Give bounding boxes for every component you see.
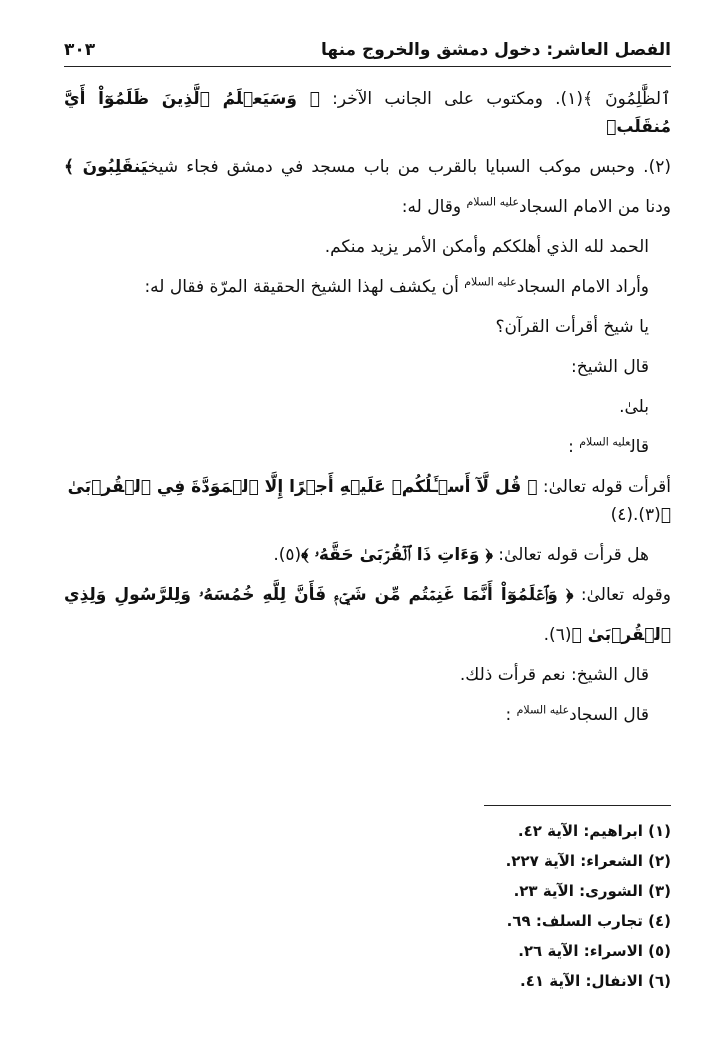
text-span: ٱلظَّٰلِمُونَ ﴾(١). ومكتوب على الجانب الآخر: bbox=[319, 89, 671, 109]
footnote: (٤) تجارب السلف: ٦٩. bbox=[506, 912, 671, 930]
text-span: : bbox=[568, 437, 580, 457]
running-header bbox=[64, 0, 671, 67]
text-line bbox=[64, 307, 671, 347]
footnote: (١) ابراهيم: الآية ٤٢. bbox=[517, 822, 671, 840]
text-span: (٦). bbox=[543, 625, 572, 645]
text-line bbox=[64, 227, 671, 267]
text-line bbox=[64, 267, 671, 307]
footnote: (٢) الشعراء: الآية ٢٢٧. bbox=[505, 852, 671, 870]
text-span: الحمد لله الذي أهلككم وأمكن الأمر يزيد منكم. bbox=[324, 237, 649, 257]
honorific: عليه السلام bbox=[464, 275, 517, 289]
text-span: قال الشيخ: نعم قرأت ذلك. bbox=[459, 665, 649, 685]
text-line bbox=[64, 79, 671, 147]
text-line bbox=[64, 427, 671, 467]
text-span: وقال له: bbox=[401, 197, 467, 217]
honorific: عليه السلام bbox=[579, 435, 631, 449]
text-line bbox=[64, 695, 671, 735]
footnote: (٣) الشورى: الآية ٢٣. bbox=[513, 882, 671, 900]
text-line bbox=[64, 147, 671, 187]
text-span: أن يكشف لهذا الشيخ الحقيقة المرّة فقال له: bbox=[144, 277, 465, 297]
footnote: (٥) الاسراء: الآية ٢٦. bbox=[518, 942, 671, 960]
text-line bbox=[64, 535, 671, 575]
quran-quote: ﴿ وَءَاتِ ذَا ٱلۡقُرۡبَىٰ حَقَّهُۥ ﴾ bbox=[301, 545, 493, 565]
text-span: وقوله تعالىٰ: bbox=[573, 585, 671, 605]
text-span: بلىٰ. bbox=[619, 397, 649, 417]
footnotes bbox=[64, 806, 671, 996]
text-span: : bbox=[505, 705, 517, 725]
text-line bbox=[64, 387, 671, 427]
honorific: عليه السلام bbox=[466, 195, 520, 209]
text-line bbox=[64, 655, 671, 695]
text-span: قال bbox=[630, 437, 649, 457]
text-line bbox=[64, 347, 671, 387]
text-line bbox=[64, 187, 671, 227]
footnote: (٦) الانفال: الآية ٤١. bbox=[520, 972, 671, 990]
chapter-title: الفصل العاشر: دخول دمشق والخروج منها bbox=[321, 40, 671, 60]
quran-quote: ٱلۡقُرۡبَىٰ ﴾ bbox=[571, 625, 671, 645]
text-span: قال الشيخ: bbox=[571, 357, 649, 377]
text-span: ودنا من الامام السجاد bbox=[519, 197, 671, 217]
text-span: يا شيخ أقرأت القرآن؟ bbox=[495, 317, 649, 337]
text-span: وأراد الامام السجاد bbox=[516, 277, 649, 297]
quran-quote: ﴿ وَٱعۡلَمُوٓاْ أَنَّمَا غَنِمۡتُم مِّن شَيۡءٖ فَأَنَّ لِلَّهِ خُمُسَهُۥ وَلِلرَّسُولِ وَلِذِي bbox=[64, 585, 574, 605]
quran-quote: ﴿ قُل لَّآ أَسۡـَٔلُكُمۡ عَلَيۡهِ أَجۡرًا إِلَّا ٱلۡمَوَدَّةَ فِي ٱلۡقُرۡبَىٰ ﴾ bbox=[67, 477, 671, 525]
text-span: قال السجاد bbox=[569, 705, 649, 725]
honorific: عليه السلام bbox=[516, 703, 570, 717]
text-span: هل قرأت قوله تعالىٰ: bbox=[492, 545, 649, 565]
page-number: ٣٠٣ bbox=[64, 40, 96, 60]
text-span: أقرأت قوله تعالىٰ: bbox=[537, 477, 671, 497]
text-span: (٣).(٤) bbox=[610, 505, 661, 525]
quran-quote: ﴿ وَسَيَعۡلَمُ ٱلَّذِينَ ظَلَمُوٓاْ أَيَّ مُنقَلَبٖ bbox=[64, 89, 671, 137]
text-span: (٢). وحبس موكب السبايا بالقرب من باب مسجد في دمشق فجاء شيخ bbox=[147, 157, 671, 177]
text-line bbox=[64, 467, 671, 535]
text-line bbox=[64, 615, 671, 655]
text-span: (٥). bbox=[273, 545, 302, 565]
text-line bbox=[64, 575, 671, 615]
quran-quote: يَنقَلِبُونَ ﴾ bbox=[64, 157, 148, 177]
body-text bbox=[64, 67, 671, 735]
